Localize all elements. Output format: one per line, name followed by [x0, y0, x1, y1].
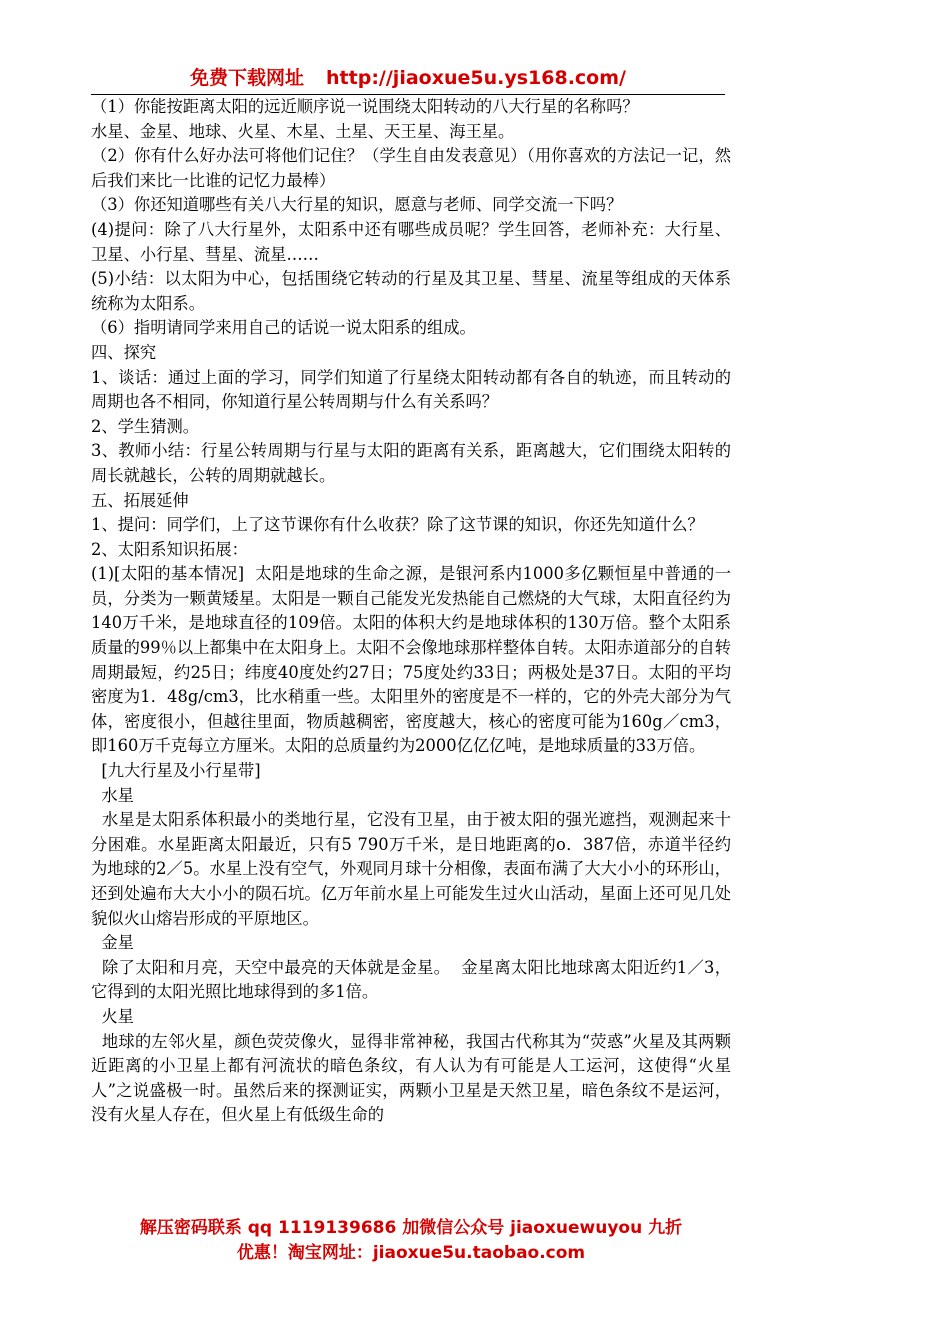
paragraph: （2）你有什么好办法可将他们记住？（学生自由发表意见）（用你喜欢的方法记一记，然后我们来比一比谁的记忆力最棒）: [91, 146, 731, 190]
paragraph: (1)[太阳的基本情况] 太阳是地球的生命之源，是银河系内1000多亿颗恒星中普通的一员，分类为一颗黄矮星。太阳是一颗自己能发光发热能自己燃烧的大气球，太阳直径约为140万千米，是地球直径的109倍。太阳的体积大约是地球体积的130万倍。整个太阳系质量的99％以上都集中在太阳身上。太阳不会像地球那样整体自转。太阳赤道部分的自转周期最短，约25日；纬度40度处约27日；75度处约33日；两极处是37日。太阳的平均密度为1．48g/cm3，比水稍重一些。太阳里外的密度是不一样的，它的外壳大部分为气体，密度很小，但越往里面，物质越稠密，密度越大，核心的密度可能为160g／cm3，即160万千克每立方厘米。太阳的总质量约为2000亿亿亿吨，是地球质量的33万倍。: [91, 564, 731, 756]
paragraph: 3、教师小结：行星公转周期与行星与太阳的距离有关系，距离越大，它们围绕太阳转的周长就越长，公转的周期就越长。: [91, 441, 731, 485]
page-footer: [91, 1216, 731, 1266]
section-heading: 五、拓展延伸: [91, 490, 189, 510]
paragraph: (5)小结：以太阳为中心，包括围绕它转动的行星及其卫星、彗星、流星等组成的天体系统称为太阳系。: [91, 269, 731, 313]
footer-line: 解压密码联系 qq 1119139686 加微信公众号 jiaoxuewuyou 九折: [139, 1218, 683, 1238]
paragraph: 2、太阳系知识拓展：: [91, 539, 248, 559]
planet-heading: 水星: [91, 785, 134, 805]
paragraph: （3）你还知道哪些有关八大行星的知识，愿意与老师、同学交流一下吗？: [91, 195, 623, 215]
paragraph: 地球的左邻火星，颜色荧荧像火，显得非常神秘，我国古代称其为“荧惑”火星及其两颗近距离的小卫星上都有河流状的暗色条纹，有人认为有可能是人工运河，这使得“火星人”之说盛极一时。虽然后来的探测证实，两颗小卫星是天然卫星，暗色条纹不是运河，没有火星人存在，但火星上有低级生命的: [91, 1031, 731, 1125]
page-header: [91, 62, 725, 95]
paragraph: （6）指明请同学来用自己的话说一说太阳系的组成。: [91, 318, 476, 338]
paragraph: 1、提问：同学们，上了这节课你有什么收获？除了这节课的知识，你还先知道什么？: [91, 515, 704, 535]
footer-line[interactable]: 优惠！淘宝网址：jiaoxue5u.taobao.com: [236, 1243, 586, 1263]
planet-heading: 金星: [91, 933, 134, 953]
header-url[interactable]: http://jiaoxue5u.ys168.com/: [326, 67, 626, 89]
document-page: [91, 62, 731, 1128]
planet-heading: 火星: [91, 1006, 134, 1026]
paragraph: (4)提问：除了八大行星外，太阳系中还有哪些成员呢？学生回答，老师补充：大行星、卫星、小行星、彗星、流星……: [91, 219, 731, 264]
paragraph: （1）你能按距离太阳的远近顺序说一说围绕太阳转动的八大行星的名称吗？: [91, 97, 639, 116]
paragraph: 水星是太阳系体积最小的类地行星，它没有卫星，由于被太阳的强光遮挡，观测起来十分困难。水星距离太阳最近，只有5 790万千米，是日地距离的o．387倍，赤道半径约为地球的2／5。水星上没有空气，外观同月球十分相像，表面布满了大大小小的环形山，还到处遍布大大小小的陨石坑。亿万年前水星上可能发生过火山活动，星面上还可见几处貌似火山熔岩形成的平原地区。: [91, 810, 731, 928]
paragraph: 2、学生猜测。: [91, 416, 200, 436]
subheading: [九大行星及小行星带]: [91, 761, 261, 781]
paragraph: 除了太阳和月亮，天空中最亮的天体就是金星。 金星离太阳比地球离太阳近约1／3，它得到的太阳光照比地球得到的多1倍。: [91, 957, 731, 1002]
document-body: [91, 95, 731, 1128]
paragraph: 水星、金星、地球、火星、木星、土星、天王星、海王星。: [91, 121, 515, 141]
header-label: 免费下载网址: [190, 67, 305, 89]
paragraph: 1、谈话：通过上面的学习，同学们知道了行星绕太阳转动都有各自的轨迹，而且转动的周期也各不相同，你知道行星公转周期与什么有关系吗？: [91, 367, 731, 412]
section-heading: 四、探究: [91, 342, 157, 362]
